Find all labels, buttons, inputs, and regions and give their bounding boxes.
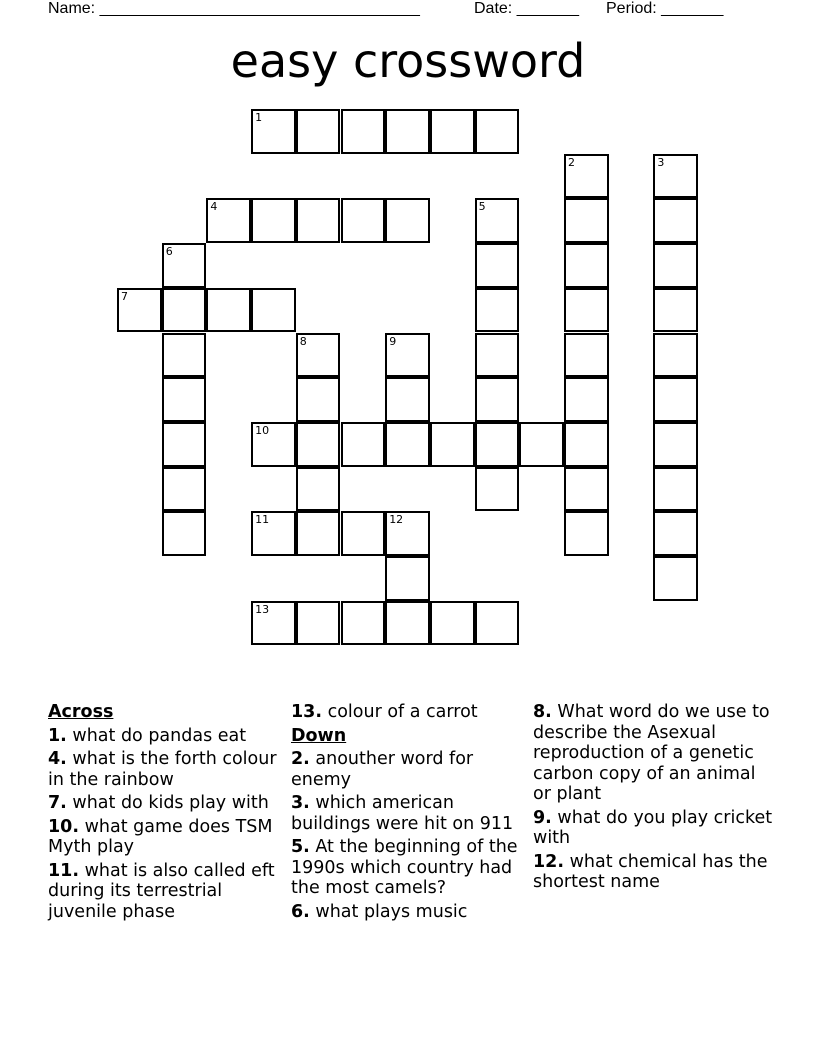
clue-number: 7.: [48, 793, 67, 813]
clue-number: 9.: [533, 807, 552, 828]
clue-down-3: [291, 793, 526, 834]
clue-text: what is also called eft during its terrestrial juvenile phase: [48, 860, 275, 922]
clue-down-2: [291, 749, 526, 790]
grid-cell[interactable]: [117, 288, 162, 333]
grid-cell[interactable]: [341, 511, 386, 556]
clue-down-9: [533, 808, 773, 849]
grid-cell[interactable]: [251, 511, 296, 556]
grid-cell[interactable]: [385, 422, 430, 467]
grid-cell[interactable]: [564, 422, 609, 467]
grid-cell[interactable]: [564, 511, 609, 556]
cell-number: 13: [255, 602, 270, 616]
clue-number: 4.: [48, 749, 67, 769]
clue-text: anouther word for enemy: [291, 749, 474, 790]
clue-text: colour of a carrot: [322, 702, 478, 722]
cell-number: 10: [255, 423, 270, 437]
down-heading: Down: [291, 725, 347, 746]
grid-cell[interactable]: [475, 377, 520, 422]
grid-cell[interactable]: [162, 288, 207, 333]
grid-cell[interactable]: [162, 333, 207, 378]
clue-text: what is the forth colour in the rainbow: [48, 749, 277, 790]
grid-cell[interactable]: [653, 198, 698, 243]
grid-cell[interactable]: [475, 333, 520, 378]
grid-cell[interactable]: [564, 154, 609, 199]
clue-number: 8.: [533, 702, 552, 722]
grid-cell[interactable]: [653, 467, 698, 512]
grid-cell[interactable]: [206, 198, 251, 243]
clue-down-6: [291, 902, 526, 923]
clue-down-8: [533, 702, 773, 805]
page-title: easy crossword: [230, 34, 586, 88]
grid-cell[interactable]: [475, 109, 520, 154]
grid-cell[interactable]: [653, 243, 698, 288]
clue-number: 5.: [291, 837, 310, 857]
grid-cell[interactable]: [251, 288, 296, 333]
clue-text: what do kids play with: [66, 793, 269, 813]
grid-cell[interactable]: [564, 288, 609, 333]
clue-number: 12.: [533, 851, 565, 872]
grid-cell[interactable]: [385, 601, 430, 646]
grid-cell[interactable]: [653, 422, 698, 467]
grid-cell[interactable]: [162, 467, 207, 512]
cell-number: 6: [165, 245, 173, 259]
grid-cell[interactable]: [385, 556, 430, 601]
clues-column-1: [48, 702, 280, 925]
grid-cell[interactable]: [251, 422, 296, 467]
grid-cell[interactable]: [162, 377, 207, 422]
clues-column-2: [291, 702, 526, 925]
grid-cell[interactable]: [296, 511, 341, 556]
clue-number: 1.: [48, 725, 67, 746]
clue-number: 2.: [291, 749, 310, 769]
clue-across-13: [291, 702, 526, 723]
grid-cell[interactable]: [385, 333, 430, 378]
cell-number: 2: [568, 155, 575, 169]
clue-text: what game does TSM Myth play: [48, 816, 273, 857]
grid-cell[interactable]: [653, 377, 698, 422]
grid-cell[interactable]: [385, 511, 430, 556]
clue-number: 6.: [291, 901, 310, 922]
clue-across-10: [48, 817, 280, 858]
clue-number: 11.: [48, 860, 80, 881]
grid-cell[interactable]: [385, 109, 430, 154]
clue-number: 13.: [291, 702, 323, 722]
clue-number: 3.: [291, 793, 310, 813]
grid-cell[interactable]: [385, 198, 430, 243]
grid-cell[interactable]: [341, 198, 386, 243]
cell-number: 9: [389, 334, 397, 348]
cell-number: 1: [255, 111, 263, 124]
grid-cell[interactable]: [296, 109, 341, 154]
clue-text: what do you play cricket with: [533, 807, 773, 848]
grid-cell[interactable]: [296, 601, 341, 646]
grid-cell[interactable]: [475, 288, 520, 333]
clue-across-1: [48, 726, 280, 747]
grid-cell[interactable]: [296, 198, 341, 243]
grid-cell[interactable]: [296, 377, 341, 422]
grid-cell[interactable]: [475, 243, 520, 288]
clue-across-11: [48, 861, 280, 923]
clue-down-12: [533, 852, 773, 893]
grid-cell[interactable]: [341, 109, 386, 154]
grid-cell[interactable]: [653, 556, 698, 601]
clue-text: What word do we use to describe the Asexual reproduction of a genetic carbon copy of an animal or plant: [533, 702, 770, 804]
cell-number: 5: [478, 200, 486, 214]
cell-number: 7: [121, 289, 128, 303]
date-field[interactable]: Date: _______: [474, 0, 579, 17]
grid-cell[interactable]: [475, 422, 520, 467]
across-heading: Across: [48, 702, 114, 722]
grid-cell[interactable]: [206, 288, 251, 333]
grid-cell[interactable]: [251, 601, 296, 646]
clue-across-4: [48, 749, 280, 790]
grid-cell[interactable]: [564, 467, 609, 512]
grid-cell[interactable]: [251, 198, 296, 243]
clue-number: 10.: [48, 816, 80, 837]
grid-cell[interactable]: [564, 198, 609, 243]
grid-cell[interactable]: [430, 601, 475, 646]
grid-cell[interactable]: [564, 377, 609, 422]
grid-cell[interactable]: [341, 601, 386, 646]
clue-text: what chemical has the shortest name: [533, 851, 768, 892]
grid-cell[interactable]: [475, 467, 520, 512]
clue-down-5: [291, 837, 526, 899]
grid-cell[interactable]: [385, 377, 430, 422]
grid-cell[interactable]: [162, 511, 207, 556]
clue-text: which american buildings were hit on 911: [291, 793, 514, 834]
cell-number: 11: [255, 513, 270, 527]
grid-cell[interactable]: [653, 511, 698, 556]
grid-cell[interactable]: [251, 109, 296, 154]
clue-across-7: [48, 793, 280, 814]
name-field[interactable]: Name: ____________________________________: [48, 0, 420, 17]
grid-cell[interactable]: [296, 467, 341, 512]
grid-cell[interactable]: [475, 198, 520, 243]
grid-cell[interactable]: [430, 109, 475, 154]
cell-number: 3: [657, 155, 665, 169]
grid-cell[interactable]: [296, 422, 341, 467]
cell-number: 12: [389, 513, 404, 527]
clue-text: what do pandas eat: [66, 725, 247, 746]
grid-cell[interactable]: [519, 422, 564, 467]
grid-cell[interactable]: [564, 243, 609, 288]
period-field[interactable]: Period: _______: [606, 0, 724, 17]
grid-cell[interactable]: [475, 601, 520, 646]
clue-text: At the beginning of the 1990s which country had the most camels?: [291, 837, 518, 898]
grid-cell[interactable]: [296, 333, 341, 378]
clues-column-3: [533, 702, 773, 896]
grid-cell[interactable]: [162, 243, 207, 288]
grid-cell[interactable]: [162, 422, 207, 467]
cell-number: 8: [299, 334, 307, 348]
grid-cell[interactable]: [430, 422, 475, 467]
grid-cell[interactable]: [653, 154, 698, 199]
grid-cell[interactable]: [653, 288, 698, 333]
cell-number: 4: [210, 200, 218, 214]
grid-cell[interactable]: [653, 333, 698, 378]
clue-text: what plays music: [309, 901, 468, 922]
grid-cell[interactable]: [341, 422, 386, 467]
grid-cell[interactable]: [564, 333, 609, 378]
